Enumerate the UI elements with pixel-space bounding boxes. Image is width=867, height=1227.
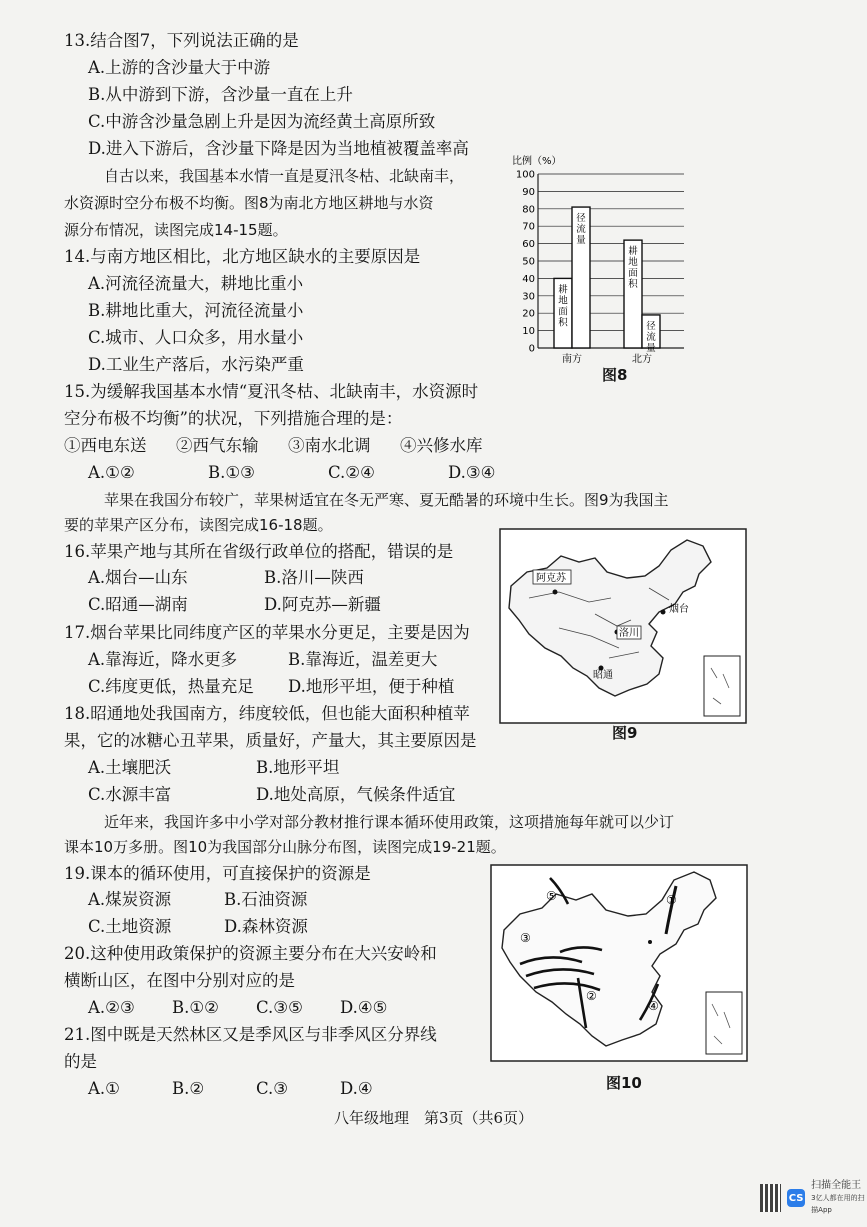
fig8-tick-label: 70 (522, 221, 535, 233)
intro-16-line-1: 苹果在我国分布较广，苹果树适宜在冬无严寒、夏无酷暑的环境中生长。图9为我国主 (104, 491, 669, 509)
q21-option-c: C.③ (256, 1079, 289, 1098)
q18-stem-line-2: 果，它的冰糖心丑苹果，质量好，产量大，其主要原因是 (64, 731, 477, 750)
q20-stem-line-1: 20.这种使用政策保护的资源主要分布在大兴安岭和 (64, 944, 437, 963)
intro-19-line-2: 课本10万多册。图10为我国部分山脉分布图，读图完成19-21题。 (64, 838, 506, 856)
q18-option-a: A.土壤肥沃 (88, 758, 172, 777)
q21-stem-line-2: 的是 (64, 1052, 97, 1071)
q14-stem: 14.与南方地区相比，北方地区缺水的主要原因是 (64, 247, 421, 266)
fig8-tick-labels (516, 170, 535, 355)
q18-option-d: D.地处高原，气候条件适宜 (256, 785, 456, 804)
q20-option-c: C.③⑤ (256, 998, 303, 1017)
q18-stem-line-1: 18.昭通地处我国南方，纬度较低，但也能大面积种植苹 (64, 704, 470, 723)
q21-options (88, 1078, 373, 1100)
q15-measure-1: ①西电东送 (64, 436, 147, 455)
scanner-sub: 3亿人都在用的扫描App (811, 1194, 865, 1214)
figure-9-map (499, 528, 747, 724)
q13-option-d: D.进入下游后，含沙量下降是因为当地植被覆盖率高 (88, 139, 469, 158)
marker-yantai (661, 610, 666, 615)
q20-option-a: A.②③ (88, 998, 135, 1017)
q14-option-c: C.城市、人口众多，用水量小 (88, 328, 304, 347)
q21-stem-line-1: 21.图中既是天然林区又是季风区与非季风区分界线 (64, 1025, 437, 1044)
q15-option-b: B.①③ (208, 463, 255, 482)
q18-option-c: C.水源丰富 (88, 785, 172, 804)
q20-option-b: B.①② (172, 998, 219, 1017)
mark-3: ③ (520, 931, 531, 945)
q17-option-a: A.靠海近，降水更多 (88, 650, 238, 669)
q15-stem-line-2: 空分布极不均衡”的状况，下列措施合理的是： (64, 409, 403, 428)
fig10-caption: 图10 (606, 1074, 642, 1092)
q17-options-row-1 (88, 649, 437, 671)
q15-measures (64, 435, 483, 457)
q13-option-a: A.上游的含沙量大于中游 (88, 58, 271, 77)
q14-option-a: A.河流径流量大，耕地比重小 (88, 274, 304, 293)
q19-option-a: A.煤炭资源 (88, 890, 172, 909)
q15-options (88, 462, 495, 484)
page-footer: 八年级地理 第3页（共6页） (333, 1109, 534, 1127)
label-luochuan: 洛川 (619, 628, 639, 639)
fig8-tick-label: 90 (522, 186, 535, 198)
q21-option-d: D.④ (340, 1079, 373, 1098)
marker-akesu (553, 590, 558, 595)
scanner-name: 扫描全能王 (811, 1180, 862, 1191)
q15-measure-2: ②西气东输 (176, 436, 259, 455)
q19-options-row-2 (88, 916, 308, 938)
fig8-bars (554, 207, 660, 354)
scanner-watermark (760, 1180, 867, 1216)
q18-options-row-1 (88, 757, 339, 779)
fig8-tick-label: 100 (515, 169, 535, 181)
fig8-tick-label: 40 (522, 273, 535, 285)
q20-stem-line-2: 横断山区，在图中分别对应的是 (64, 971, 295, 990)
q21-option-a: A.① (88, 1079, 120, 1098)
q16-stem: 16.苹果产地与其所在省级行政单位的搭配，错误的是 (64, 542, 454, 561)
intro-14-line-3: 源分布情况，读图完成14-15题。 (64, 221, 288, 239)
q13-stem: 13.结合图7，下列说法正确的是 (64, 31, 299, 50)
fig8-tick-label: 50 (522, 256, 535, 268)
q16-options-row-1 (88, 567, 364, 589)
label-zhaotong: 昭通 (593, 670, 613, 681)
q19-options-row-1 (88, 889, 307, 911)
q15-measure-4: ④兴修水库 (400, 436, 483, 455)
q16-option-c: C.昭通—湖南 (88, 595, 188, 614)
q17-stem: 17.烟台苹果比同纬度产区的苹果水分更足，主要是因为 (64, 623, 470, 642)
fig8-bar-label: 径流量 (576, 213, 586, 247)
q13-option-c: C.中游含沙量急剧上升是因为流经黄土高原所致 (88, 112, 436, 131)
fig8-bar-label: 耕地面积 (558, 284, 568, 329)
fig8-tick-label: 80 (522, 204, 535, 216)
q17-option-d: D.地形平坦，便于种植 (288, 677, 455, 696)
q21-option-b: B.② (172, 1079, 205, 1098)
q15-option-c: C.②④ (328, 463, 375, 482)
capital-marker (648, 940, 652, 944)
fig8-category-south: 南方 (562, 354, 582, 365)
q19-option-c: C.土地资源 (88, 917, 172, 936)
fig8-category-north: 北方 (632, 354, 652, 365)
q17-option-b: B.靠海近，温差更大 (288, 650, 438, 669)
intro-19-line-1: 近年来，我国许多中小学对部分教材推行课本循环使用政策，这项措施每年就可以少订 (104, 813, 675, 831)
q15-stem-line-1: 15.为缓解我国基本水情“夏汛冬枯、北缺南丰，水资源时 (64, 382, 479, 401)
intro-16-line-2: 要的苹果产区分布，读图完成16-18题。 (64, 516, 333, 534)
fig8-bar-label: 径流量 (646, 320, 656, 354)
camscanner-logo-icon: CS (787, 1189, 805, 1207)
q17-options-row-2 (88, 676, 454, 698)
fig8-tick-label: 0 (528, 343, 535, 355)
south-sea-inset (704, 656, 740, 716)
label-akesu: 阿克苏 (536, 573, 566, 584)
q18-options-row-2 (88, 784, 455, 806)
q15-measure-3: ③南水北调 (288, 436, 371, 455)
q16-option-d: D.阿克苏—新疆 (264, 595, 381, 614)
q19-option-b: B.石油资源 (224, 890, 308, 909)
q16-option-b: B.洛川—陕西 (264, 568, 364, 587)
q16-option-a: A.烟台—山东 (88, 568, 188, 587)
mark-2: ② (586, 989, 597, 1003)
mark-4: ④ (648, 999, 659, 1013)
fig8-tick-label: 60 (522, 239, 535, 251)
fig9-caption: 图9 (612, 724, 638, 742)
q17-option-c: C.纬度更低，热量充足 (88, 677, 254, 696)
qr-code-icon (760, 1184, 781, 1212)
q16-options-row-2 (88, 594, 381, 616)
fig8-caption: 图8 (602, 366, 628, 384)
intro-14-line-1: 自古以来，我国基本水情一直是夏汛冬枯、北缺南丰， (104, 167, 465, 185)
figure-10-map (490, 864, 748, 1062)
label-yantai: 烟台 (669, 604, 689, 615)
q19-option-d: D.森林资源 (224, 917, 308, 936)
q14-option-d: D.工业生产落后，水污染严重 (88, 355, 304, 374)
q13-option-b: B.从中游到下游，含沙量一直在上升 (88, 85, 353, 104)
mark-5: ⑤ (546, 889, 557, 903)
q15-option-a: A.①② (88, 463, 135, 482)
fig8-bar-label: 耕地面积 (628, 246, 638, 291)
fig8-tick-label: 30 (522, 291, 535, 303)
fig8-tick-label: 10 (522, 326, 535, 338)
fig8-ylabel: 比例（%） (512, 156, 562, 167)
intro-14-line-2: 水资源时空分布极不均衡。图8为南北方地区耕地与水资 (64, 194, 434, 212)
mark-1: ① (666, 893, 677, 907)
q20-options (88, 997, 387, 1019)
q19-stem: 19.课本的循环使用，可直接保护的资源是 (64, 864, 371, 883)
figure-8-bar-chart (508, 152, 688, 372)
south-sea-inset-10 (706, 992, 742, 1054)
q14-option-b: B.耕地比重大，河流径流量小 (88, 301, 304, 320)
fig8-tick-label: 20 (522, 308, 535, 320)
q18-option-b: B.地形平坦 (256, 758, 340, 777)
q20-option-d: D.④⑤ (340, 998, 388, 1017)
q15-option-d: D.③④ (448, 463, 496, 482)
